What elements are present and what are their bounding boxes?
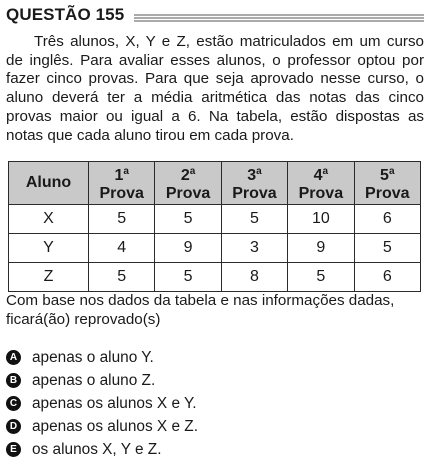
question-header: [6, 5, 426, 27]
question-stem-text: Três alunos, X, Y e Z, estão matriculados em um curso de inglês. Para avaliar esses alunos, o professor optou por fazer cinco provas. Para que seja aprovado nesse curso, o aluno deverá ter a média aritmética das notas das cinco provas maior ou igual a 6. Na tabela, estão dispostas as notas que cada aluno tirou em cada prova.: [6, 33, 424, 144]
question-stem: [6, 33, 424, 145]
grades-table: [8, 161, 421, 292]
header-decorative-lines: [134, 14, 424, 22]
question-prompt: Com base nos dados da tabela e nas informações dadas, ficará(ão) reprovado(s): [6, 292, 395, 328]
option-letter-badge: C: [6, 396, 21, 411]
option-b[interactable]: [6, 369, 198, 392]
grade-cell: 9: [155, 234, 221, 263]
option-letter-badge: A: [6, 350, 21, 365]
option-text: apenas o aluno Z.: [32, 371, 156, 389]
exam-word: Prova: [99, 185, 144, 202]
ordinal-suffix: a: [189, 166, 196, 177]
exam-number: 4: [313, 167, 323, 184]
grade-cell: 5: [155, 205, 221, 234]
header-exam-4: [288, 162, 354, 205]
option-text: os alunos X, Y e Z.: [32, 440, 162, 458]
table-header-row: [9, 162, 421, 205]
option-letter-badge: D: [6, 419, 21, 434]
exam-number: 5: [380, 167, 389, 184]
ordinal-suffix: a: [322, 166, 329, 177]
option-text: apenas os alunos X e Z.: [32, 417, 198, 435]
grade-cell: 6: [354, 263, 420, 292]
grade-cell: 5: [89, 263, 155, 292]
ordinal-suffix: a: [123, 166, 129, 177]
exam-word: Prova: [165, 185, 211, 202]
grade-cell: 5: [89, 205, 155, 234]
exam-number: 1: [114, 167, 124, 184]
exam-word: Prova: [365, 185, 410, 202]
table-row: [9, 205, 421, 234]
option-letter-badge: E: [6, 442, 21, 457]
grade-cell: 5: [221, 205, 287, 234]
grade-cell: 10: [288, 205, 354, 234]
grade-cell: 5: [288, 263, 354, 292]
option-c[interactable]: [6, 392, 198, 415]
grade-cell: 3: [221, 234, 287, 263]
question-title: QUESTÃO 155: [6, 5, 125, 24]
table-row: [9, 234, 421, 263]
header-exam-2: [155, 162, 221, 205]
header-exam-1: [89, 162, 155, 205]
grade-cell: 4: [89, 234, 155, 263]
header-exam-5: [354, 162, 420, 205]
option-text: apenas os alunos X e Y.: [32, 394, 197, 412]
option-e[interactable]: [6, 438, 198, 461]
grade-cell: 5: [155, 263, 221, 292]
exam-number: 2: [180, 167, 190, 184]
ordinal-suffix: a: [388, 166, 395, 177]
option-a[interactable]: [6, 346, 198, 369]
grade-cell: 9: [288, 234, 354, 263]
grade-cell: 5: [354, 234, 420, 263]
exam-word: Prova: [298, 185, 344, 202]
table-row: [9, 263, 421, 292]
header-student: Aluno: [9, 162, 89, 205]
option-d[interactable]: [6, 415, 198, 438]
header-exam-3: [221, 162, 287, 205]
exam-number: 3: [247, 167, 257, 184]
grade-cell: 6: [354, 205, 420, 234]
ordinal-suffix: a: [256, 166, 262, 177]
option-letter-badge: B: [6, 373, 21, 388]
student-cell: X: [9, 205, 89, 234]
grade-cell: 8: [221, 263, 287, 292]
answer-options: [6, 346, 198, 461]
student-cell: Z: [9, 263, 89, 292]
student-cell: Y: [9, 234, 89, 263]
exam-word: Prova: [232, 185, 277, 202]
option-text: apenas o aluno Y.: [32, 348, 154, 366]
